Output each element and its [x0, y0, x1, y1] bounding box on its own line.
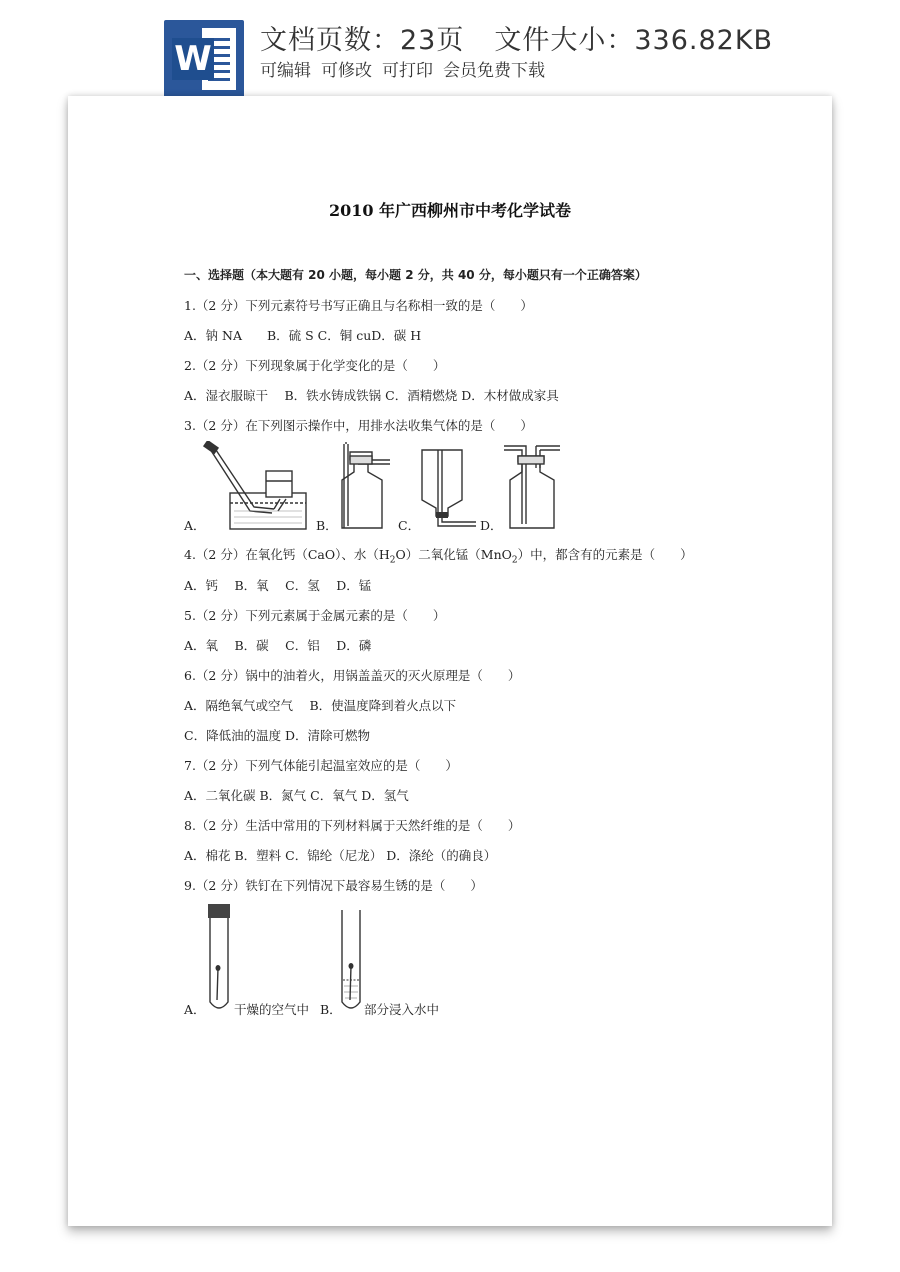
question-6: 6.（2 分）锅中的油着火，用锅盖盖灭的灭火原理是（ ）: [184, 668, 521, 683]
file-meta: [260, 18, 773, 57]
test-tube-partial-water-figure: [338, 908, 364, 1014]
file-size: 文件大小：336.82KB: [494, 25, 774, 56]
q3-label-c: C．: [398, 518, 421, 533]
word-icon-letter: W: [172, 38, 214, 80]
question-4-subscript-1: 2: [389, 555, 396, 566]
document-page: [68, 96, 832, 1226]
q9-label-b: B．: [320, 1002, 342, 1017]
feature-printable: 可打印: [382, 61, 433, 81]
download-banner: [0, 0, 900, 100]
question-1-options: A．钠 NA B．硫 S C．铜 cuD．碳 H: [184, 328, 422, 343]
q3-label-d: D．: [480, 518, 503, 533]
question-8-options: A．棉花 B．塑料 C．锦纶（尼龙） D．涤纶（的确良）: [184, 848, 497, 863]
q9-text-b: 部分浸入水中: [364, 1002, 440, 1017]
q9-text-a: 干燥的空气中: [234, 1002, 310, 1017]
inverted-bottle-c-figure: [418, 446, 478, 532]
question-2: 2.（2 分）下列现象属于化学变化的是（ ）: [184, 358, 446, 373]
feature-editable: 可编辑: [260, 61, 311, 81]
question-5: 5.（2 分）下列元素属于金属元素的是（ ）: [184, 608, 446, 623]
question-2-options: A．湿衣服晾干 B．铁水铸成铁锅 C．酒精燃烧 D．木材做成家具: [184, 388, 559, 403]
q9-label-a: A．: [184, 1002, 206, 1017]
page-count: 文档页数：23页: [260, 25, 465, 56]
question-8: 8.（2 分）生活中常用的下列材料属于天然纤维的是（ ）: [184, 818, 521, 833]
question-4: [184, 545, 693, 566]
question-4-options: A．钙 B．氧 C．氢 D．锰: [184, 578, 372, 593]
water-trough-collection-figure: [202, 441, 312, 533]
test-tube-dry-air-figure: [204, 902, 234, 1014]
question-3: 3.（2 分）在下列图示操作中，用排水法收集气体的是（ ）: [184, 418, 533, 433]
question-4-part-2: O）二氧化锰（MnO: [395, 547, 512, 562]
question-4-subscript-2: 2: [511, 555, 518, 566]
question-6-options-line-2: C．降低油的温度 D．清除可燃物: [184, 728, 371, 743]
question-4-part-3: ）中，都含有的元素是（ ）: [517, 547, 693, 562]
q3-label-a: A．: [184, 518, 206, 533]
gas-bottle-b-figure: [338, 442, 394, 532]
question-9: 9.（2 分）铁钉在下列情况下最容易生锈的是（ ）: [184, 878, 483, 893]
document-title: 2010 年广西柳州市中考化学试卷: [328, 201, 572, 220]
feature-modifiable: 可修改: [321, 61, 372, 81]
question-7-options: A．二氧化碳 B．氮气 C．氧气 D．氢气: [184, 788, 409, 803]
section-heading: 一、选择题（本大题有 20 小题，每小题 2 分，共 40 分，每小题只有一个正确答案）: [184, 268, 647, 282]
question-7: 7.（2 分）下列气体能引起温室效应的是（ ）: [184, 758, 458, 773]
question-5-options: A．氧 B．碳 C．铝 D．磷: [184, 638, 372, 653]
gas-bottle-d-figure: [500, 442, 564, 532]
word-document-icon: [164, 20, 244, 98]
q3-label-b: B．: [316, 518, 338, 533]
question-1: 1.（2 分）下列元素符号书写正确且与名称相一致的是（ ）: [184, 298, 533, 313]
question-6-options-line-1: A．隔绝氧气或空气 B．使温度降到着火点以下: [184, 698, 457, 713]
question-4-part-1: 4.（2 分）在氧化钙（CaO）、水（H: [184, 547, 390, 562]
feature-list: [260, 56, 555, 81]
feature-member-download: 会员免费下载: [443, 61, 545, 81]
